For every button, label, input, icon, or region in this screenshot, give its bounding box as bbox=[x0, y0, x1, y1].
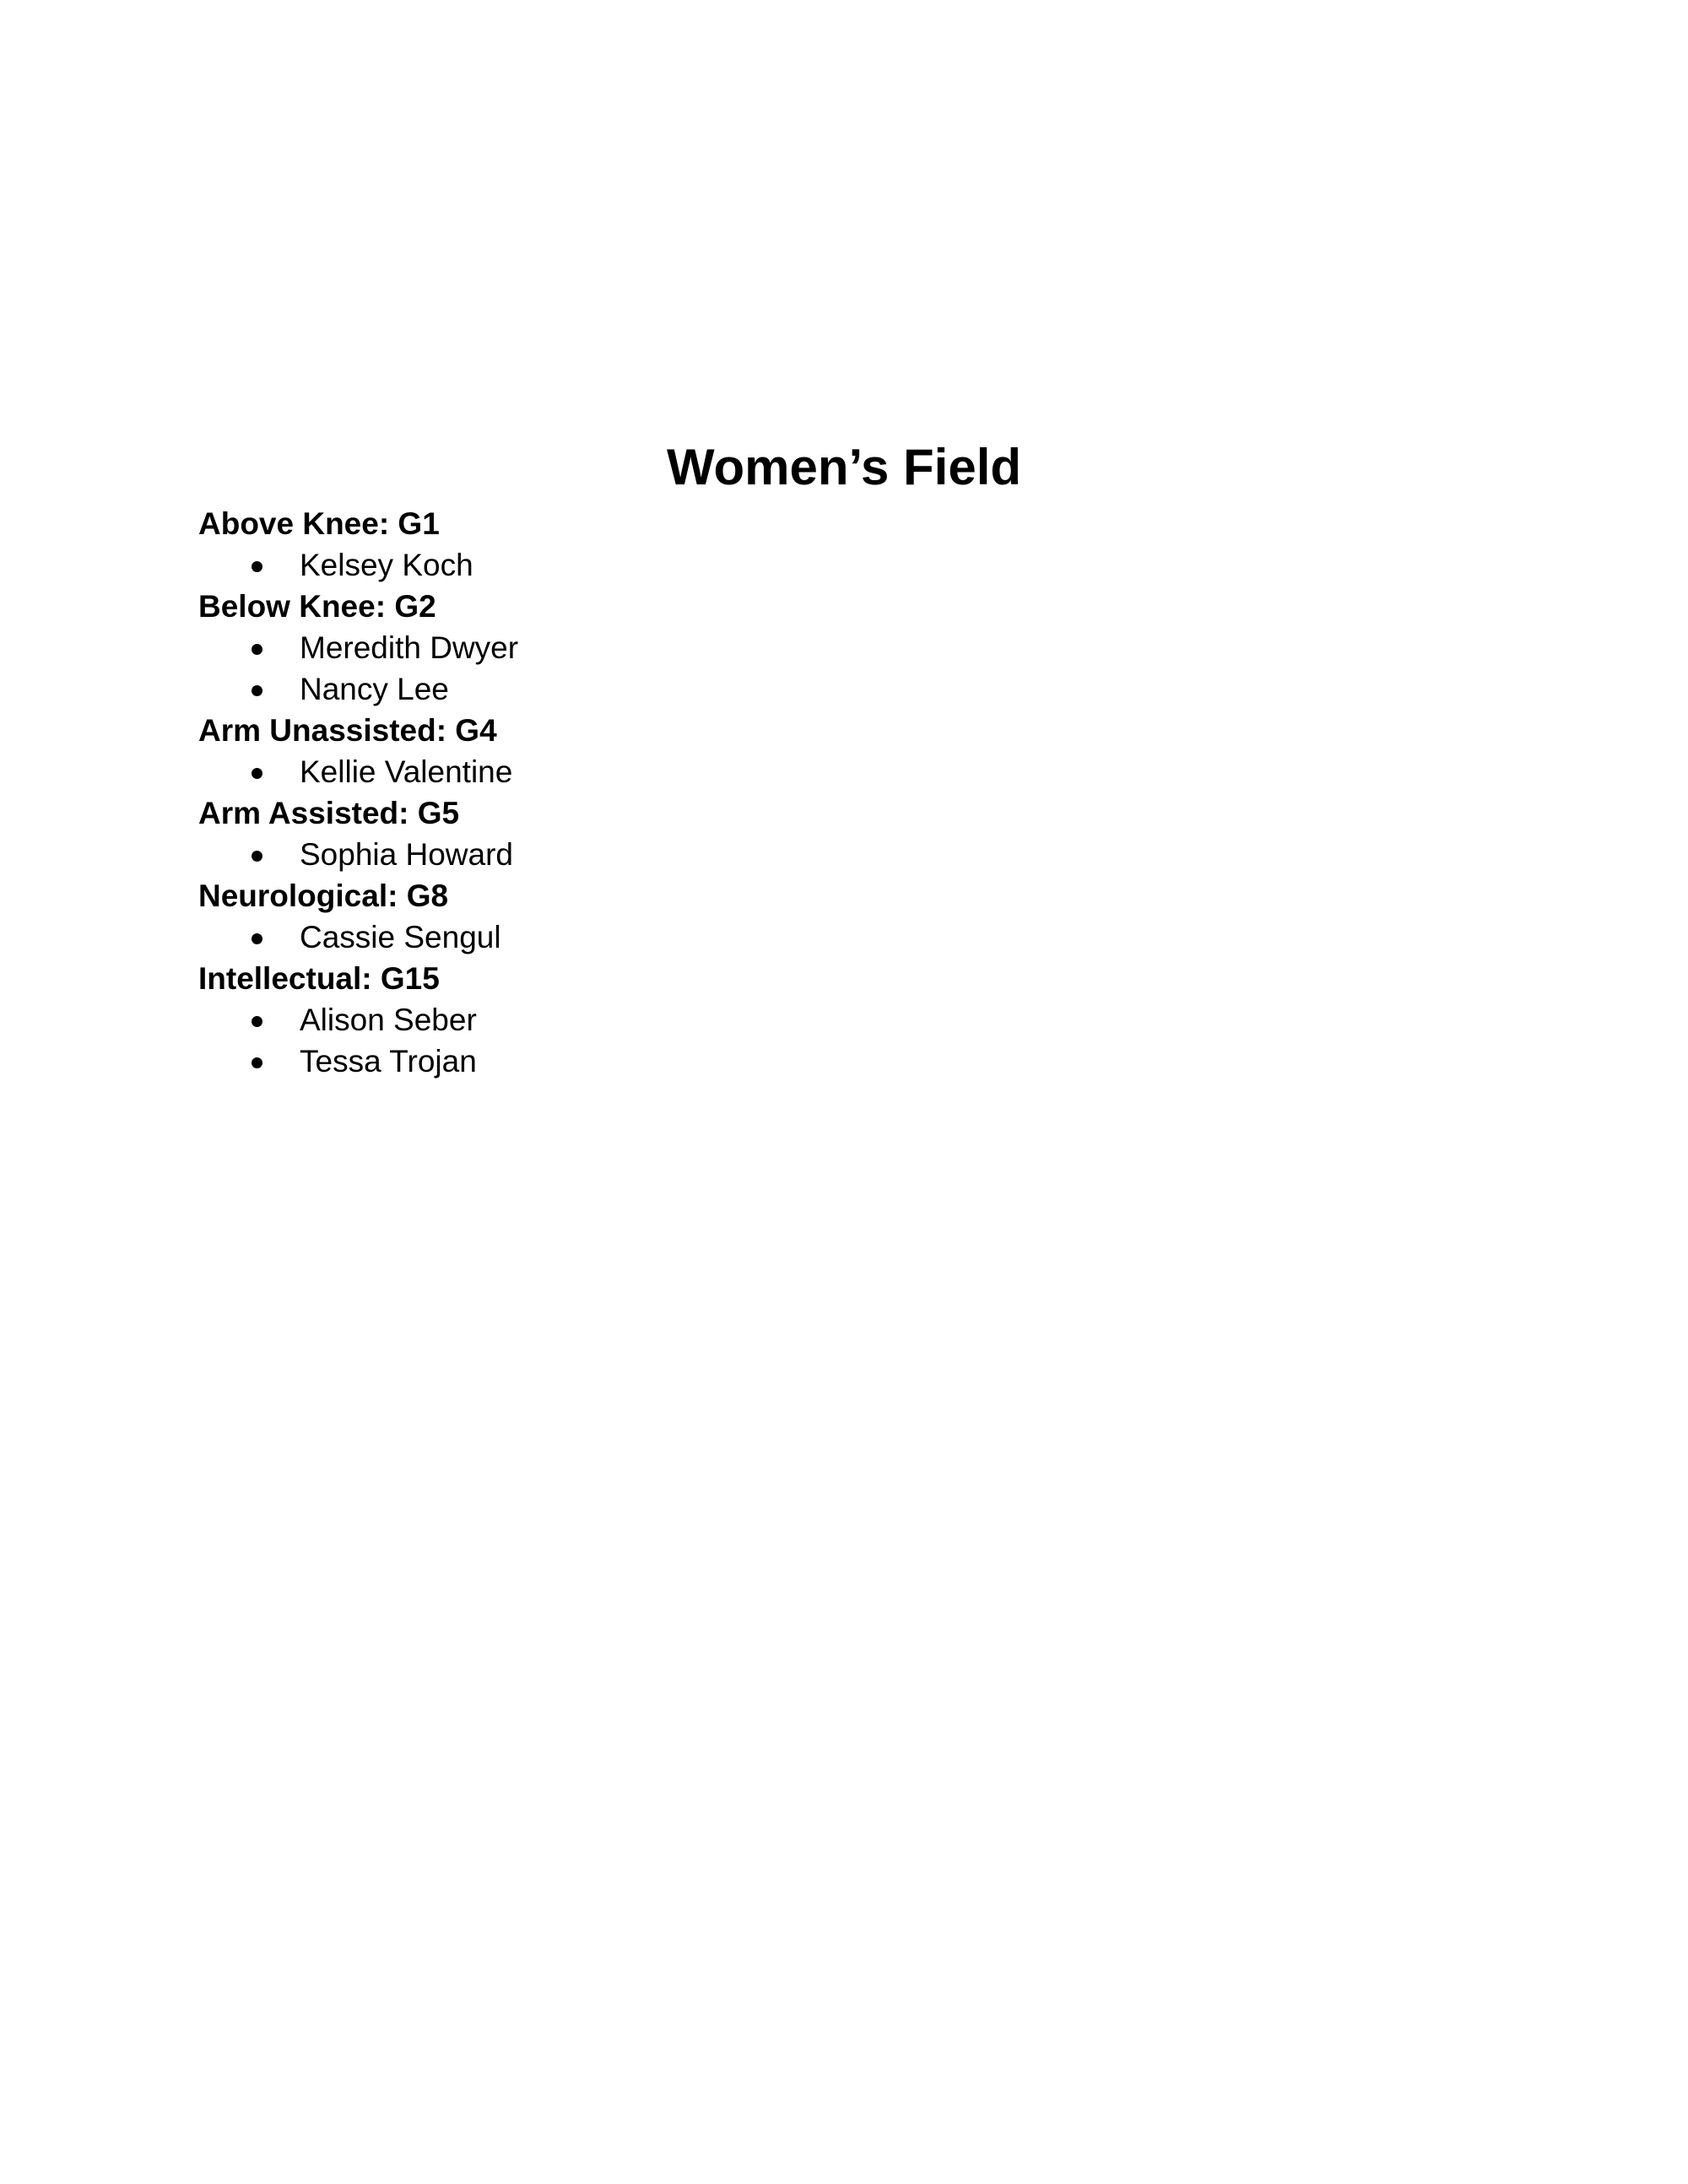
document-title: Women’s Field bbox=[666, 439, 1022, 495]
list-item bbox=[198, 668, 1549, 710]
bullet-icon bbox=[252, 768, 262, 779]
category-heading: Intellectual: G15 bbox=[198, 961, 440, 996]
bullet-icon bbox=[252, 561, 262, 572]
bullet-icon bbox=[252, 933, 262, 944]
list-item bbox=[198, 751, 1549, 792]
list-item bbox=[198, 627, 1549, 668]
category-heading: Neurological: G8 bbox=[198, 878, 449, 913]
category-section-below-knee bbox=[198, 586, 1549, 710]
athlete-name: Nancy Lee bbox=[300, 672, 449, 706]
category-section-above-knee bbox=[198, 503, 1549, 586]
list-item bbox=[198, 916, 1549, 958]
bullet-icon bbox=[252, 1016, 262, 1027]
category-section-arm-unassisted bbox=[198, 710, 1549, 792]
category-section-neurological bbox=[198, 875, 1549, 958]
category-section-intellectual bbox=[198, 958, 1549, 1082]
athlete-name: Kelsey Koch bbox=[300, 548, 473, 582]
document-body bbox=[198, 503, 1549, 1082]
athlete-name: Meredith Dwyer bbox=[300, 630, 519, 665]
athlete-name: Tessa Trojan bbox=[300, 1044, 477, 1078]
athlete-name: Sophia Howard bbox=[300, 837, 513, 872]
bullet-icon bbox=[252, 644, 262, 655]
category-heading: Arm Assisted: G5 bbox=[198, 796, 460, 830]
list-item bbox=[198, 544, 1549, 586]
bullet-icon bbox=[252, 851, 262, 862]
category-heading: Arm Unassisted: G4 bbox=[198, 713, 497, 748]
category-heading: Below Knee: G2 bbox=[198, 589, 436, 624]
list-item bbox=[198, 834, 1549, 875]
category-heading: Above Knee: G1 bbox=[198, 506, 440, 541]
bullet-icon bbox=[252, 1057, 262, 1068]
bullet-icon bbox=[252, 685, 262, 696]
list-item bbox=[198, 1041, 1549, 1082]
athlete-name: Kellie Valentine bbox=[300, 754, 513, 789]
category-section-arm-assisted bbox=[198, 792, 1549, 875]
list-item bbox=[198, 999, 1549, 1041]
athlete-name: Cassie Sengul bbox=[300, 920, 501, 954]
athlete-name: Alison Seber bbox=[300, 1003, 477, 1037]
